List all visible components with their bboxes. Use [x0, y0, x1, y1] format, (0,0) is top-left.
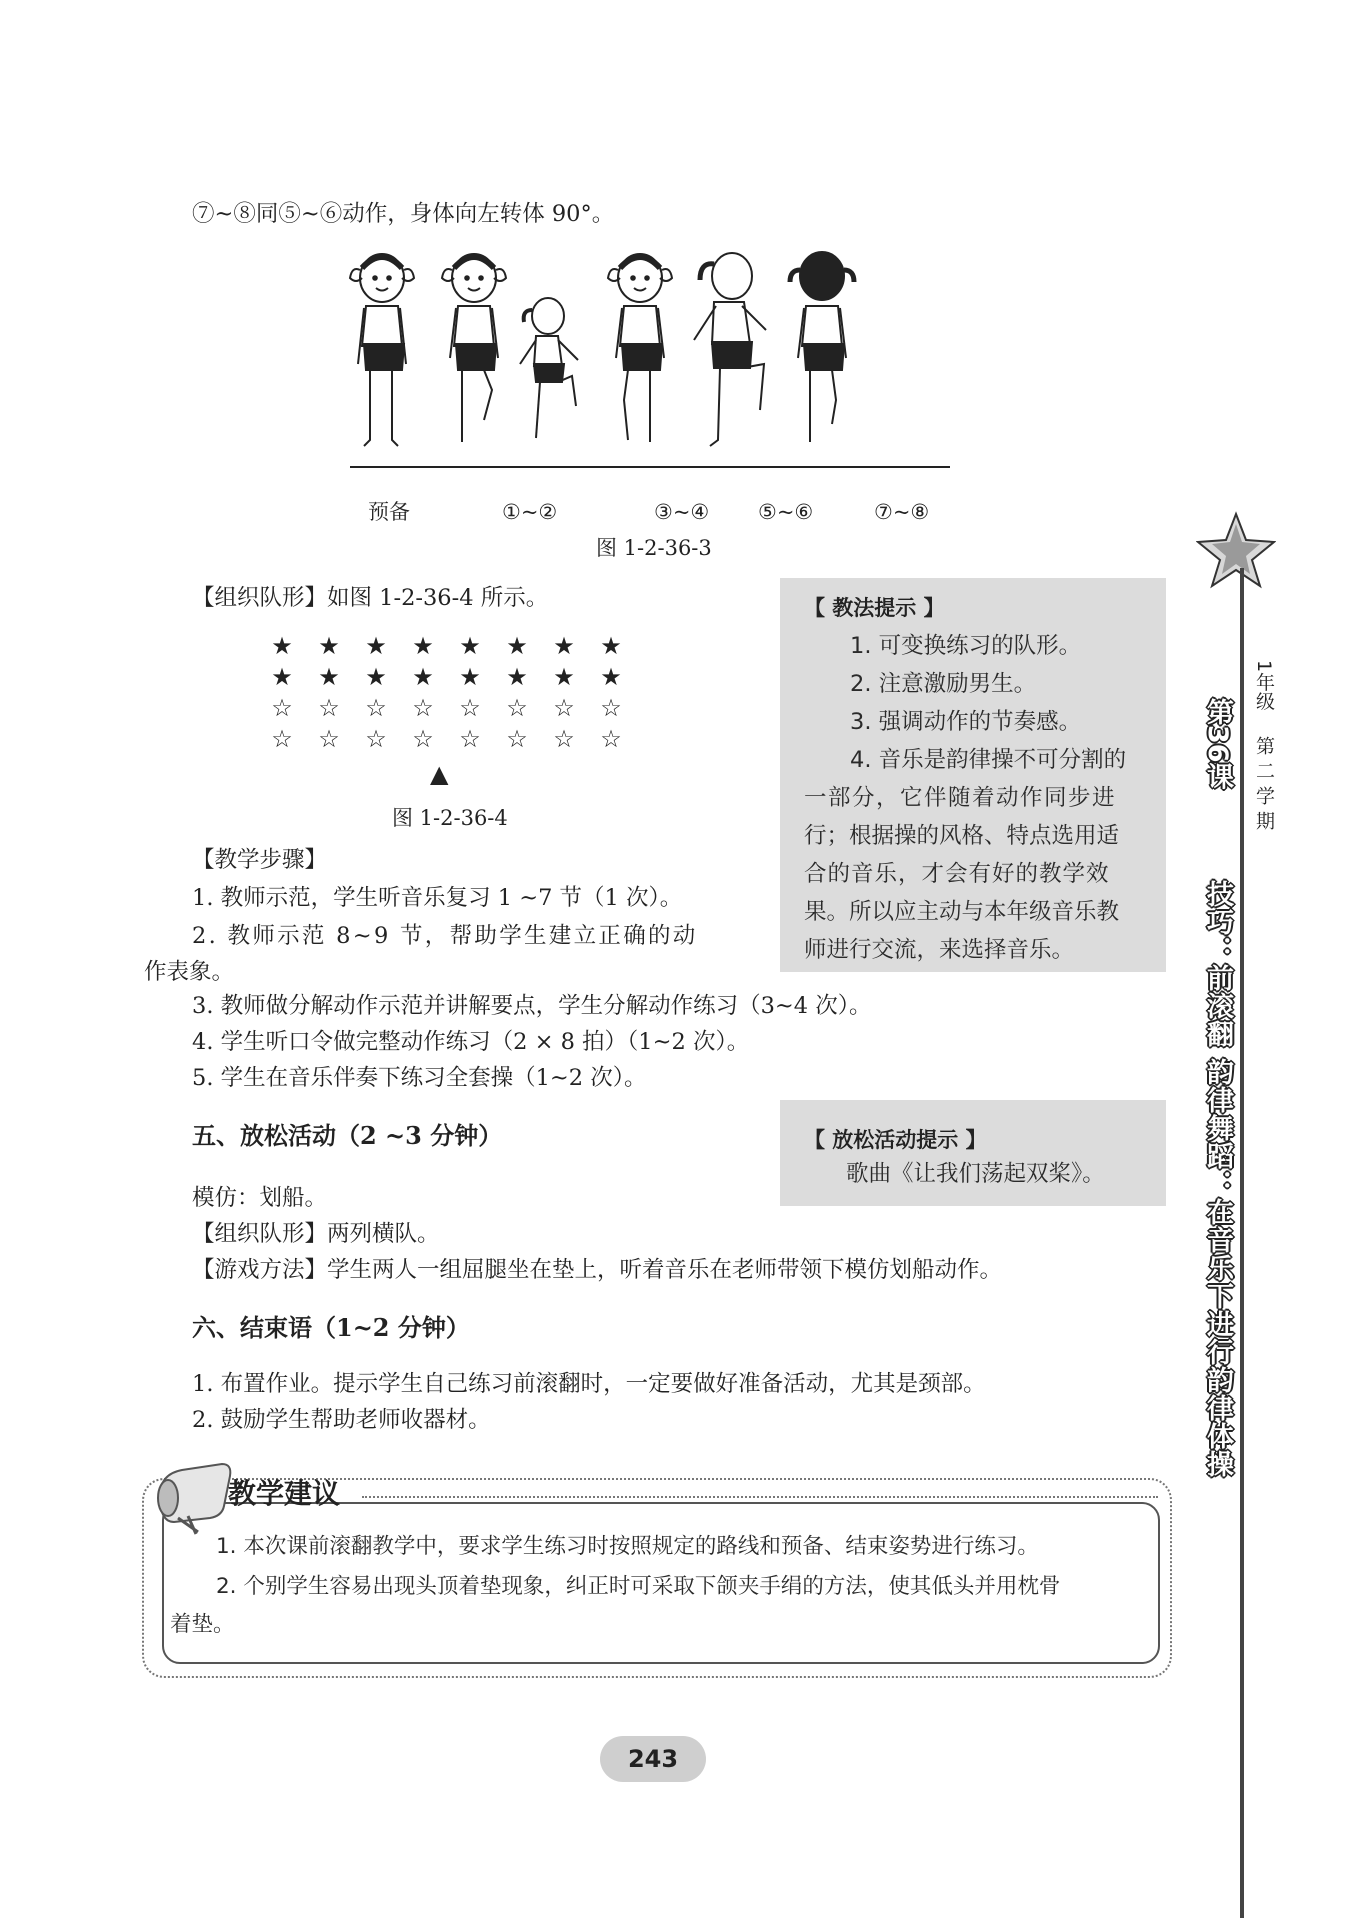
step-4: 4. 学生听口令做完整动作练习（2 × 8 拍）（1~2 次）。	[192, 1029, 750, 1055]
step-3: 3. 教师做分解动作示范并讲解要点，学生分解动作练习（3~4 次）。	[192, 993, 872, 1019]
sidebar-term	[1252, 736, 1276, 836]
label-3-4: ③~④	[654, 500, 710, 524]
teaching-tips-title: 【 教法提示 】	[804, 596, 945, 620]
formation-row	[270, 665, 630, 696]
tip-item-4-cont-5: 师进行交流，来选择音乐。	[804, 937, 1075, 963]
label-1-2: ①~②	[502, 500, 558, 524]
student-filled-star: ★	[318, 663, 340, 691]
tip-item-1: 1. 可变换练习的队形。	[850, 633, 1082, 659]
student-outline-star: ☆	[600, 725, 622, 753]
suggestion-title: 教学建议	[228, 1477, 341, 1510]
student-outline-star: ☆	[600, 694, 622, 722]
student-outline-star: ☆	[318, 725, 340, 753]
student-filled-star: ★	[271, 663, 293, 691]
student-outline-star: ☆	[365, 694, 387, 722]
tip-item-4: 4. 音乐是韵律操不可分割的	[850, 747, 1127, 773]
step-1: 1. 教师示范，学生听音乐复习 1 ~7 节（1 次）。	[192, 885, 683, 911]
label-ready: 预备	[368, 500, 410, 524]
scroll-icon	[148, 1456, 238, 1536]
label-5-6: ⑤~⑥	[758, 500, 814, 524]
student-outline-star: ☆	[506, 694, 528, 722]
student-filled-star: ★	[506, 632, 528, 660]
student-outline-star: ☆	[271, 694, 293, 722]
page-number: 243	[600, 1736, 706, 1782]
student-outline-star: ☆	[318, 694, 340, 722]
relax-tips-body: 歌曲《让我们荡起双桨》。	[846, 1161, 1105, 1187]
formation-row	[270, 634, 630, 665]
student-filled-star: ★	[600, 632, 622, 660]
student-outline-star: ☆	[459, 694, 481, 722]
step-5: 5. 学生在音乐伴奏下练习全套操（1~2 次）。	[192, 1065, 647, 1091]
section5-heading: 五、放松活动（2 ~3 分钟）	[192, 1121, 503, 1150]
suggestion-line-2-cont: 着垫。	[170, 1612, 235, 1637]
relax-tips-box	[780, 1100, 1166, 1206]
sidebar-grade	[1252, 660, 1276, 710]
tip-item-3: 3. 强调动作的节奏感。	[850, 709, 1082, 735]
sidebar-topic	[1198, 880, 1232, 1478]
formation-row	[270, 727, 630, 758]
figure-5-6	[694, 253, 766, 446]
tip-item-4-cont-4: 果。所以应主动与本年级音乐教	[804, 899, 1120, 925]
student-outline-star: ☆	[506, 725, 528, 753]
student-outline-star: ☆	[553, 725, 575, 753]
teaching-tips-box	[780, 578, 1166, 972]
sidebar-term-text: 第二学期	[1253, 736, 1275, 836]
student-outline-star: ☆	[553, 694, 575, 722]
sidebar-star-icon	[1196, 510, 1276, 590]
student-filled-star: ★	[600, 663, 622, 691]
student-outline-star: ☆	[459, 725, 481, 753]
figure4-caption: 图 1-2-36-4	[392, 806, 508, 830]
student-outline-star: ☆	[271, 725, 293, 753]
student-filled-star: ★	[553, 663, 575, 691]
figure3-caption: 图 1-2-36-3	[596, 536, 712, 560]
intro-line: ⑦~⑧同⑤~⑥动作，身体向左转体 90°。	[192, 201, 615, 227]
step-2: 2. 教师示范 8~9 节，帮助学生建立正确的动	[192, 923, 698, 949]
section6-line-1: 1. 布置作业。提示学生自己练习前滚翻时，一定要做好准备活动，尤其是颈部。	[192, 1371, 986, 1397]
figure-3-4-small	[520, 298, 578, 438]
student-filled-star: ★	[553, 632, 575, 660]
tip-item-4-cont-1: 一部分，它伴随着动作同步进	[804, 785, 1117, 811]
sidebar-lesson	[1198, 698, 1232, 790]
tip-item-2: 2. 注意激励男生。	[850, 671, 1037, 697]
student-filled-star: ★	[459, 663, 481, 691]
relax-tips-title: 【 放松活动提示 】	[804, 1128, 987, 1152]
formation-grid	[270, 634, 630, 758]
formation-line: 【组织队形】如图 1-2-36-4 所示。	[192, 585, 549, 611]
figure-1-2	[442, 254, 506, 442]
student-outline-star: ☆	[412, 725, 434, 753]
label-7-8: ⑦~⑧	[874, 500, 930, 524]
sidebar-lesson-text: 第36课	[1202, 698, 1233, 790]
section5-line-2: 【组织队形】两列横队。	[192, 1221, 440, 1247]
figure-3-4	[608, 254, 672, 442]
student-outline-star: ☆	[365, 725, 387, 753]
sidebar-grade-text: 1年级	[1253, 660, 1275, 711]
student-filled-star: ★	[506, 663, 528, 691]
student-filled-star: ★	[412, 663, 434, 691]
student-filled-star: ★	[271, 632, 293, 660]
steps-title: 【教学步骤】	[192, 847, 328, 873]
suggestion-line-2: 2. 个别学生容易出现头顶着垫现象，纠正时可采取下颌夹手绢的方法，使其低头并用枕骨	[216, 1574, 1061, 1599]
suggestion-line-1: 1. 本次课前滚翻教学中，要求学生练习时按照规定的路线和预备、结束姿势进行练习。	[216, 1534, 1039, 1559]
student-filled-star: ★	[459, 632, 481, 660]
figure-ready	[350, 254, 414, 446]
student-filled-star: ★	[412, 632, 434, 660]
student-filled-star: ★	[318, 632, 340, 660]
sidebar-rule	[1240, 568, 1244, 1918]
tip-item-4-cont-3: 合的音乐，才会有好的教学效	[804, 861, 1110, 887]
student-filled-star: ★	[365, 632, 387, 660]
formation-row	[270, 696, 630, 727]
step-2-cont: 作表象。	[144, 959, 235, 985]
section5-line-1: 模仿：划船。	[192, 1185, 328, 1211]
suggestion-title-rule	[362, 1496, 1158, 1498]
tip-item-4-cont-2: 行；根据操的风格、特点选用适	[804, 823, 1120, 849]
teacher-marker: ▲	[430, 760, 449, 788]
student-filled-star: ★	[365, 663, 387, 691]
student-outline-star: ☆	[412, 694, 434, 722]
section6-line-2: 2. 鼓励学生帮助老师收器材。	[192, 1407, 491, 1433]
section6-heading: 六、结束语（1~2 分钟）	[192, 1313, 470, 1342]
sidebar-topic-text: 技巧：前滚翻 韵律舞蹈：在音乐下进行韵律体操	[1202, 880, 1233, 1479]
figure-1-2-36-3	[340, 240, 980, 480]
figure-7-8	[790, 252, 854, 442]
section5-line-3: 【游戏方法】学生两人一组屈腿坐在垫上，听着音乐在老师带领下模仿划船动作。	[192, 1257, 1003, 1283]
